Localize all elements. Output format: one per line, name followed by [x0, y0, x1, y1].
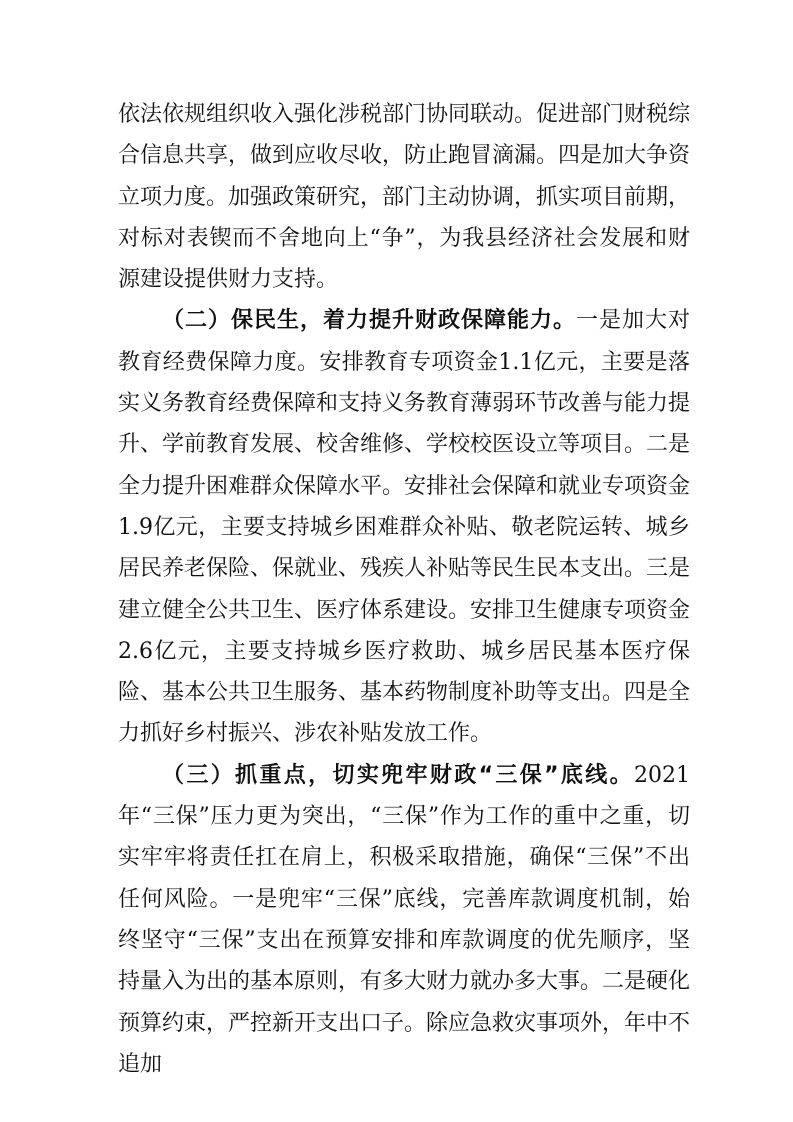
section-heading-livelihood: （二）保民生，着力提升财政保障能力。: [162, 308, 576, 334]
document-body: [118, 94, 690, 1085]
paragraph-livelihood: [118, 300, 690, 754]
paragraph-livelihood-body: 一是加大对教育经费保障力度。安排教育专项资金1.1亿元，主要是落实义务教育经费保障和支持义务教育薄弱环节改善与能力提升、学前教育发展、校舍维修、学校校医设立等项目。二是全力提升困难群众保障水平。安排社会保障和就业专项资金1.9亿元，主要支持城乡困难群众补贴、敬老院运转、城乡居民养老保险、保就业、残疾人补贴等民生民本支出。三是建立健全公共卫生、医疗体系建设。安排卫生健康专项资金2.6亿元，主要支持城乡医疗救助、城乡居民基本医疗保险、基本公共卫生服务、基本药物制度补助等支出。四是全力抓好乡村振兴、涉农补贴发放工作。: [118, 308, 691, 747]
paragraph-three-guarantees: [118, 755, 690, 1085]
paragraph-three-guarantees-body: 2021年“三保”压力更为突出，“三保”作为工作的重中之重，切实牢牢将责任扛在肩上，积极采取措施，确保“三保”不出任何风险。一是兜牢“三保”底线，完善库款调度机制，始终坚守“三保”支出在预算安排和库款调度的优先顺序，坚持量入为出的基本原则，有多大财力就办多大事。二是硬化预算约束，严控新开支出口子。除应急救灾事项外，年中不追加: [118, 762, 691, 1077]
section-heading-three-guarantees: （三）抓重点，切实兜牢财政“三保”底线。: [162, 762, 634, 788]
paragraph-revenue: 依法依规组织收入强化涉税部门协同联动。促进部门财税综合信息共享，做到应收尽收，防止跑冒滴漏。四是加大争资立项力度。加强政策研究，部门主动协调，抓实项目前期，对标对表锲而不舍地向上“争”，为我县经济社会发展和财源建设提供财力支持。: [118, 102, 691, 293]
